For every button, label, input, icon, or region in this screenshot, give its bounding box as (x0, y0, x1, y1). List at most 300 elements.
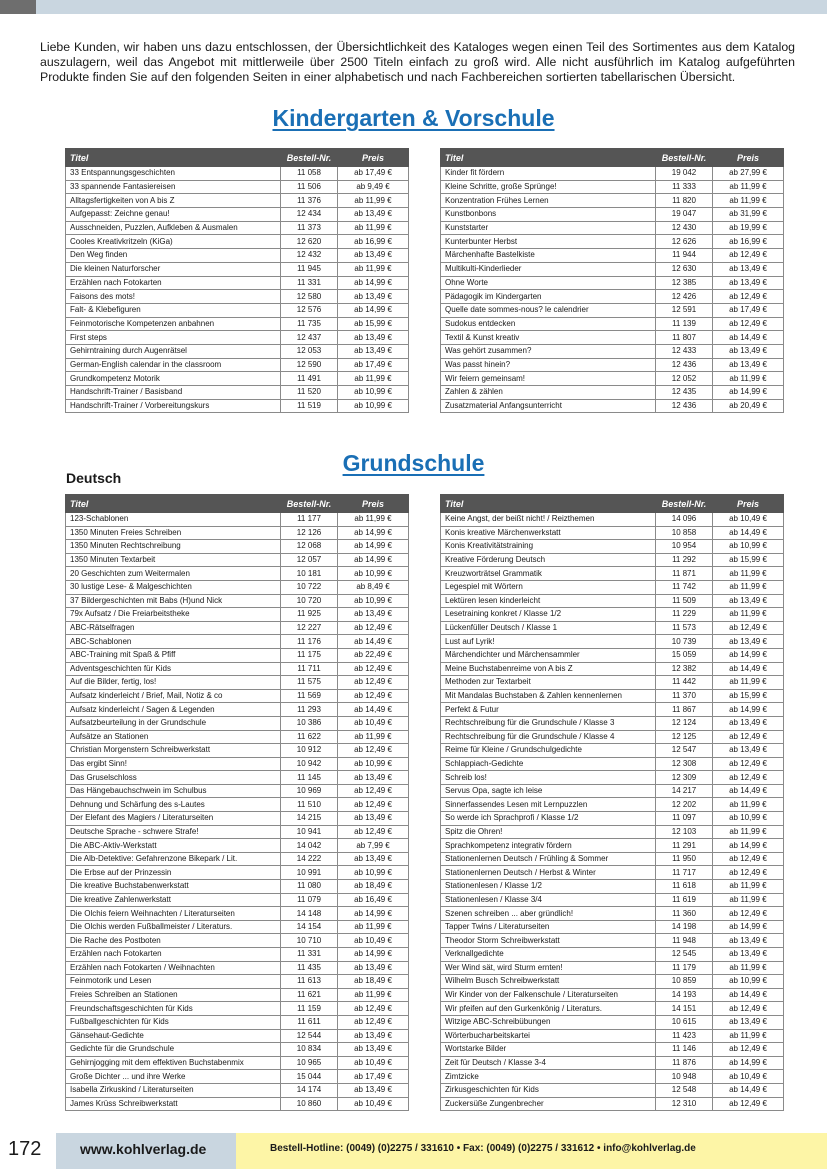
table-row (441, 1015, 784, 1029)
product-title: Wörterbucharbeitskartei (441, 1029, 656, 1043)
table-row (66, 744, 409, 758)
table-row (66, 317, 409, 331)
table-row (441, 608, 784, 622)
website-link[interactable]: www.kohlverlag.de (80, 1141, 207, 1157)
order-number: 11 423 (656, 1029, 713, 1043)
table-row (66, 757, 409, 771)
product-title: Mit Mandalas Buchstaben & Zahlen kennenlernen (441, 689, 656, 703)
order-number: 12 308 (656, 757, 713, 771)
table-row (441, 594, 784, 608)
order-number: 11 621 (281, 988, 338, 1002)
order-number: 14 222 (281, 852, 338, 866)
table-row (441, 208, 784, 222)
table-row (441, 1097, 784, 1111)
table-row (441, 1070, 784, 1084)
price: ab 10,49 € (338, 1056, 409, 1070)
price: ab 13,49 € (713, 635, 784, 649)
product-title: Was passt hinein? (441, 358, 656, 372)
table-row (441, 580, 784, 594)
product-title: Alltagsfertigkeiten von A bis Z (66, 194, 281, 208)
order-number: 11 145 (281, 771, 338, 785)
table-row (66, 372, 409, 386)
table-row (441, 194, 784, 208)
product-title: Die ABC-Aktiv-Werkstatt (66, 839, 281, 853)
product-title: Gehirntraining durch Augenrätsel (66, 344, 281, 358)
table-row (66, 331, 409, 345)
order-number: 12 385 (656, 276, 713, 290)
product-title: Feinmotorische Kompetenzen anbahnen (66, 317, 281, 331)
price: ab 14,49 € (713, 662, 784, 676)
product-title: 1350 Minuten Freies Schreiben (66, 526, 281, 540)
order-number: 11 146 (656, 1043, 713, 1057)
price: ab 13,49 € (713, 744, 784, 758)
price: ab 13,49 € (713, 358, 784, 372)
product-title: Erzählen nach Fotokarten (66, 948, 281, 962)
product-title: 20 Geschichten zum Weitermalen (66, 567, 281, 581)
price: ab 13,49 € (338, 249, 409, 263)
price: ab 12,49 € (713, 290, 784, 304)
product-title: Lesetraining konkret / Klasse 1/2 (441, 608, 656, 622)
order-number: 11 331 (281, 276, 338, 290)
product-title: 37 Bildergeschichten mit Babs (H)und Nick (66, 594, 281, 608)
table-row (441, 235, 784, 249)
product-title: Konzentration Frühes Lernen (441, 194, 656, 208)
price: ab 13,49 € (338, 608, 409, 622)
product-title: Aufsatz kinderleicht / Sagen & Legenden (66, 703, 281, 717)
product-title: Was gehört zusammen? (441, 344, 656, 358)
product-title: Auf die Bilder, fertig, los! (66, 676, 281, 690)
order-number: 11 509 (656, 594, 713, 608)
product-title: Zusatzmaterial Anfangsunterricht (441, 399, 656, 413)
order-number: 12 590 (281, 358, 338, 372)
product-title: Gedichte für die Grundschule (66, 1043, 281, 1057)
price: ab 27,99 € (713, 167, 784, 181)
table-row (66, 344, 409, 358)
table-row (66, 580, 409, 594)
order-number: 12 545 (656, 948, 713, 962)
price: ab 18,49 € (338, 975, 409, 989)
product-title: Das ergibt Sinn! (66, 757, 281, 771)
price: ab 11,99 € (338, 988, 409, 1002)
order-number: 12 436 (656, 399, 713, 413)
table-row (66, 249, 409, 263)
table-row (441, 553, 784, 567)
table-row (441, 662, 784, 676)
order-number: 12 125 (656, 730, 713, 744)
order-number: 12 547 (656, 744, 713, 758)
price: ab 12,49 € (713, 730, 784, 744)
price: ab 11,99 € (338, 262, 409, 276)
table-row (441, 540, 784, 554)
table-row (441, 866, 784, 880)
order-number: 11 867 (656, 703, 713, 717)
table-row (441, 893, 784, 907)
price: ab 14,99 € (338, 303, 409, 317)
price: ab 11,99 € (713, 180, 784, 194)
price: ab 11,99 € (713, 825, 784, 839)
table-row (441, 399, 784, 413)
price: ab 10,99 € (713, 812, 784, 826)
price: ab 10,99 € (338, 399, 409, 413)
table-row (441, 852, 784, 866)
product-title: Spitz die Ohren! (441, 825, 656, 839)
table-row (441, 180, 784, 194)
price: ab 31,99 € (713, 208, 784, 222)
footer-website-box (56, 1133, 236, 1169)
intro-text: Liebe Kunden, wir haben uns dazu entschlossen, der Übersichtlichkeit des Kataloges wegen einen Teil des Sortimentes aus dem Katalog auszulagern, weil das Angebot mit mittlerweile über 2500 Titeln einfach zu groß wird. Alle nicht ausführlich im Katalog aufgeführten Produkte finden Sie auf den folgenden Seiten in einer alphabetisch und nach Fachbereichen sortierten tabellarischen Übersicht. (40, 40, 795, 84)
price: ab 14,49 € (713, 526, 784, 540)
order-number: 12 202 (656, 798, 713, 812)
table-row (66, 771, 409, 785)
table-row (66, 689, 409, 703)
price: ab 22,49 € (338, 648, 409, 662)
product-title: Wir pfeifen auf den Gurkenkönig / Literaturs. (441, 1002, 656, 1016)
product-title: Falt- & Klebefiguren (66, 303, 281, 317)
price: ab 14,99 € (713, 386, 784, 400)
price: ab 12,49 € (338, 798, 409, 812)
product-title: Kunstbonbons (441, 208, 656, 222)
price: ab 10,49 € (338, 1097, 409, 1111)
product-title: Sinnerfassendes Lesen mit Lernpuzzlen (441, 798, 656, 812)
table-row (441, 262, 784, 276)
product-title: Wir Kinder von der Falkenschule / Literaturseiten (441, 988, 656, 1002)
order-number: 14 193 (656, 988, 713, 1002)
price: ab 14,99 € (713, 920, 784, 934)
order-number: 11 360 (656, 907, 713, 921)
price: ab 13,49 € (713, 1015, 784, 1029)
product-title: Deutsche Sprache - schwere Strafe! (66, 825, 281, 839)
product-title: 33 Entspannungsgeschichten (66, 167, 281, 181)
product-title: Zahlen & zählen (441, 386, 656, 400)
table-row (441, 771, 784, 785)
product-title: Zeit für Deutsch / Klasse 3-4 (441, 1056, 656, 1070)
table-row (66, 648, 409, 662)
order-number: 14 217 (656, 784, 713, 798)
product-title: 33 spannende Fantasiereisen (66, 180, 281, 194)
product-title: Gänsehaut-Gedichte (66, 1029, 281, 1043)
order-number: 11 293 (281, 703, 338, 717)
product-title: Handschrift-Trainer / Basisband (66, 386, 281, 400)
product-title: Große Dichter ... und ihre Werke (66, 1070, 281, 1084)
table-row (66, 1029, 409, 1043)
price: ab 12,49 € (338, 621, 409, 635)
product-title: Lückenfüller Deutsch / Klasse 1 (441, 621, 656, 635)
product-title: James Krüss Schreibwerkstatt (66, 1097, 281, 1111)
order-number: 12 426 (656, 290, 713, 304)
product-title: Faisons des mots! (66, 290, 281, 304)
table-row (66, 961, 409, 975)
table-row (66, 513, 409, 527)
table-row (66, 1056, 409, 1070)
price: ab 18,49 € (338, 880, 409, 894)
price: ab 12,49 € (338, 1015, 409, 1029)
section-title-kindergarten: Kindergarten & Vorschule (272, 105, 555, 131)
table-row (66, 235, 409, 249)
table-row (66, 180, 409, 194)
table-row (441, 676, 784, 690)
product-title: Wortstarke Bilder (441, 1043, 656, 1057)
product-title: Handschrift-Trainer / Vorbereitungskurs (66, 399, 281, 413)
order-number: 11 370 (656, 689, 713, 703)
order-number: 11 291 (656, 839, 713, 853)
product-title: Rechtschreibung für die Grundschule / Klasse 4 (441, 730, 656, 744)
table-header-row (441, 495, 784, 513)
product-title: ABC-Schablonen (66, 635, 281, 649)
product-title: Die kreative Buchstabenwerkstatt (66, 880, 281, 894)
product-title: Stationenlernen Deutsch / Herbst & Winter (441, 866, 656, 880)
product-title: Verknallgedichte (441, 948, 656, 962)
price: ab 11,99 € (338, 920, 409, 934)
price: ab 12,49 € (713, 1002, 784, 1016)
table-row (66, 290, 409, 304)
price: ab 11,99 € (713, 608, 784, 622)
order-number: 11 820 (656, 194, 713, 208)
table-row (441, 1029, 784, 1043)
table-row (66, 730, 409, 744)
price: ab 10,99 € (338, 386, 409, 400)
price: ab 10,99 € (338, 866, 409, 880)
product-title: Die Olchis werden Fußballmeister / Literaturs. (66, 920, 281, 934)
price: ab 13,49 € (713, 934, 784, 948)
table-row (66, 399, 409, 413)
order-number: 10 615 (656, 1015, 713, 1029)
order-number: 12 068 (281, 540, 338, 554)
price: ab 12,49 € (338, 689, 409, 703)
price: ab 11,99 € (713, 676, 784, 690)
price: ab 14,99 € (338, 276, 409, 290)
price: ab 14,49 € (713, 784, 784, 798)
price: ab 14,49 € (713, 1083, 784, 1097)
table-header-row (66, 495, 409, 513)
order-number: 12 310 (656, 1097, 713, 1111)
product-title: Kunterbunter Herbst (441, 235, 656, 249)
price: ab 15,99 € (713, 553, 784, 567)
product-title: Die Alb-Detektive: Gefahrenzone Bikepark / Lit. (66, 852, 281, 866)
product-title: Theodor Storm Schreibwerkstatt (441, 934, 656, 948)
order-number: 14 096 (656, 513, 713, 527)
product-title: Aufgepasst: Zeichne genau! (66, 208, 281, 222)
table-row (66, 635, 409, 649)
order-number: 11 735 (281, 317, 338, 331)
price: ab 13,49 € (713, 716, 784, 730)
order-number: 14 215 (281, 812, 338, 826)
price: ab 11,99 € (338, 194, 409, 208)
page-number: 172 (8, 1138, 42, 1160)
order-number: 10 991 (281, 866, 338, 880)
order-number: 11 519 (281, 399, 338, 413)
order-number: 10 722 (281, 580, 338, 594)
table-row (66, 1002, 409, 1016)
price: ab 17,49 € (713, 303, 784, 317)
product-title: Die Rache des Postboten (66, 934, 281, 948)
order-number: 10 948 (656, 1070, 713, 1084)
table-row (441, 1083, 784, 1097)
price: ab 13,49 € (338, 1043, 409, 1057)
product-title: Legespiel mit Wörtern (441, 580, 656, 594)
order-number: 14 174 (281, 1083, 338, 1097)
table-row (66, 825, 409, 839)
price: ab 17,49 € (338, 167, 409, 181)
order-number: 10 965 (281, 1056, 338, 1070)
order-number: 12 544 (281, 1029, 338, 1043)
product-title: Sprachkompetenz integrativ fördern (441, 839, 656, 853)
price: ab 13,49 € (338, 208, 409, 222)
product-title: Kinder fit fördern (441, 167, 656, 181)
order-number: 12 433 (656, 344, 713, 358)
price: ab 10,49 € (338, 716, 409, 730)
order-number: 12 435 (656, 386, 713, 400)
order-number: 12 437 (281, 331, 338, 345)
order-number: 12 436 (656, 358, 713, 372)
table-header-row (66, 149, 409, 167)
price: ab 13,49 € (713, 262, 784, 276)
product-title: 79x Aufsatz / Die Freiarbeitstheke (66, 608, 281, 622)
product-title: Multikulti-Kinderlieder (441, 262, 656, 276)
table-row (441, 703, 784, 717)
table-row (66, 662, 409, 676)
price: ab 12,49 € (713, 317, 784, 331)
product-title: Rechtschreibung für die Grundschule / Klasse 3 (441, 716, 656, 730)
order-number: 12 620 (281, 235, 338, 249)
price: ab 13,49 € (713, 276, 784, 290)
product-title: Pädagogik im Kindergarten (441, 290, 656, 304)
column-header-title: Titel (441, 495, 656, 513)
order-number: 11 333 (656, 180, 713, 194)
table-row (441, 1002, 784, 1016)
order-number: 11 510 (281, 798, 338, 812)
price: ab 14,99 € (713, 648, 784, 662)
table-row (441, 344, 784, 358)
table-row (441, 961, 784, 975)
order-number: 14 154 (281, 920, 338, 934)
product-title: Adventsgeschichten für Kids (66, 662, 281, 676)
order-number: 11 435 (281, 961, 338, 975)
product-title: Der Elefant des Magiers / Literaturseiten (66, 812, 281, 826)
table-row (66, 540, 409, 554)
price: ab 10,49 € (338, 934, 409, 948)
table-row (441, 249, 784, 263)
price: ab 16,99 € (713, 235, 784, 249)
price: ab 10,49 € (713, 1070, 784, 1084)
product-title: German-English calendar in the classroom (66, 358, 281, 372)
price: ab 11,99 € (713, 194, 784, 208)
order-number: 11 950 (656, 852, 713, 866)
price: ab 14,49 € (713, 331, 784, 345)
product-title: Die kleinen Naturforscher (66, 262, 281, 276)
price: ab 14,99 € (713, 703, 784, 717)
product-title: Ausschneiden, Puzzlen, Aufkleben & Ausmalen (66, 221, 281, 235)
price: ab 12,49 € (713, 852, 784, 866)
product-title: Cooles Kreativkritzeln (KiGa) (66, 235, 281, 249)
product-title: Schlappiach-Gedichte (441, 757, 656, 771)
order-number: 12 591 (656, 303, 713, 317)
table-row (441, 513, 784, 527)
table-row (66, 262, 409, 276)
price: ab 11,99 € (713, 893, 784, 907)
product-title: Keine Angst, der beißt nicht! / Reizthemen (441, 513, 656, 527)
price: ab 14,99 € (713, 1056, 784, 1070)
order-number: 12 124 (656, 716, 713, 730)
price: ab 10,99 € (713, 975, 784, 989)
price: ab 11,99 € (338, 372, 409, 386)
price: ab 12,49 € (713, 1097, 784, 1111)
column-header-price: Preis (338, 149, 409, 167)
price: ab 12,49 € (713, 757, 784, 771)
product-title: Die kreative Zahlenwerkstatt (66, 893, 281, 907)
price: ab 12,49 € (338, 825, 409, 839)
table-row (441, 358, 784, 372)
price: ab 13,49 € (338, 331, 409, 345)
product-title: ABC-Rätselfragen (66, 621, 281, 635)
order-number: 12 126 (281, 526, 338, 540)
order-number: 11 175 (281, 648, 338, 662)
order-number: 12 053 (281, 344, 338, 358)
order-number: 14 198 (656, 920, 713, 934)
product-title: Die Olchis feiern Weihnachten / Literaturseiten (66, 907, 281, 921)
price: ab 12,49 € (713, 1043, 784, 1057)
product-title: Quelle date sommes-nous? le calendrier (441, 303, 656, 317)
table-row (66, 839, 409, 853)
table-row (441, 798, 784, 812)
table-row (441, 920, 784, 934)
table-row (66, 1070, 409, 1084)
product-title: Aufsätze an Stationen (66, 730, 281, 744)
table-row (441, 526, 784, 540)
order-number: 11 176 (281, 635, 338, 649)
price: ab 12,49 € (713, 249, 784, 263)
order-number: 12 434 (281, 208, 338, 222)
price: ab 10,49 € (713, 513, 784, 527)
product-title: Wilhelm Busch Schreibwerkstatt (441, 975, 656, 989)
order-number: 11 442 (656, 676, 713, 690)
table-row (441, 907, 784, 921)
order-number: 11 573 (656, 621, 713, 635)
order-number: 12 432 (281, 249, 338, 263)
section-title-grundschule: Grundschule (342, 450, 485, 476)
price: ab 13,49 € (338, 290, 409, 304)
price: ab 10,99 € (713, 540, 784, 554)
table-row (441, 744, 784, 758)
product-title: Grundkompetenz Motorik (66, 372, 281, 386)
product-title: Aufsatzbeurteilung in der Grundschule (66, 716, 281, 730)
table-row (66, 907, 409, 921)
table-header-row (441, 149, 784, 167)
order-number: 11 622 (281, 730, 338, 744)
table-row (441, 648, 784, 662)
order-number: 11 376 (281, 194, 338, 208)
price: ab 11,99 € (713, 798, 784, 812)
table-row (441, 730, 784, 744)
product-title: Die Erbse auf der Prinzessin (66, 866, 281, 880)
price: ab 13,49 € (338, 771, 409, 785)
order-number: 11 331 (281, 948, 338, 962)
table-row (66, 167, 409, 181)
price: ab 17,49 € (338, 358, 409, 372)
table-row (66, 194, 409, 208)
order-number: 12 576 (281, 303, 338, 317)
table-row (441, 812, 784, 826)
product-title: Kunststarter (441, 221, 656, 235)
price: ab 11,99 € (338, 730, 409, 744)
product-title: Feinmotorik und Lesen (66, 975, 281, 989)
column-header-price: Preis (713, 149, 784, 167)
product-title: 1350 Minuten Textarbeit (66, 553, 281, 567)
order-number: 10 860 (281, 1097, 338, 1111)
order-number: 12 430 (656, 221, 713, 235)
subheading-deutsch: Deutsch (66, 470, 122, 486)
table-row (66, 553, 409, 567)
product-title: Christian Morgenstern Schreibwerkstatt (66, 744, 281, 758)
